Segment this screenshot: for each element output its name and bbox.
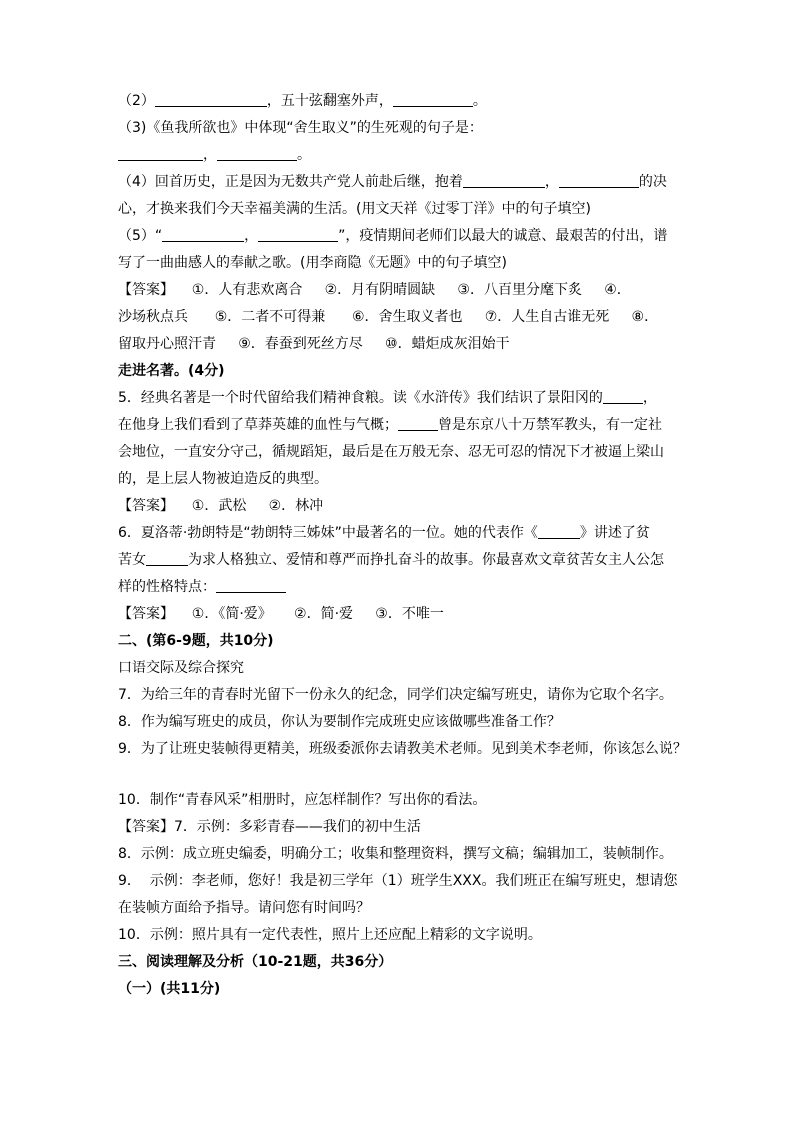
question-4-3: （3)《鱼我所欲也》中体现“舍生取义”的生死观的句子是：	[118, 120, 483, 136]
spacer	[118, 763, 688, 787]
answer-blank[interactable]	[463, 172, 545, 188]
answer-4-line3: 留取丹心照汗青 ⑨．春蚕到死丝方尽 ⑩．蜡炬成灰泪始干	[118, 336, 510, 352]
question-4-2: （2） ，五十弦翻塞外声， 。	[118, 93, 487, 109]
answer-blank[interactable]	[118, 145, 203, 161]
answer-blank[interactable]	[217, 145, 297, 161]
question-5-cont: 会地位，一直安分守己，循规蹈矩，最后是在万般无奈、忍无可忍的情况下才被逼上梁山	[118, 444, 664, 460]
question-6-cont: 样的性格特点：	[118, 574, 688, 601]
answer-10: 10．示例：照片具有一定代表性，照片上还应配上精彩的文字说明。	[118, 927, 542, 943]
answer-9: 9． 示例：李老师，您好！我是初三学年（1）班学生XXX。我们班正在编写班史，想请您	[118, 873, 678, 889]
question-4-5: （5）“ ， ”，疫情期间老师们以最大的诚意、最艰苦的付出，谱	[118, 228, 668, 244]
question-5-cont: 的，是上层人物被迫造反的典型。	[118, 471, 328, 487]
question-9: 9．为了让班史装帧得更精美，班级委派你去请教美术老师。见到美术李老师，你该怎么说？	[118, 741, 687, 757]
question-4-4-cont: 心，才换来我们今天幸福美满的生活。(用文天祥《过零丁洋》中的句子填空)	[118, 201, 591, 217]
document-page	[118, 88, 688, 1003]
answer-4-line1: 【答案】 ①．人有悲欢离合 ②．月有阴晴圆缺 ③．八百里分麾下炙 ④．	[118, 282, 631, 298]
answer-blank[interactable]	[216, 577, 286, 593]
section-2-heading: 二、(第6-9题，共10分)	[118, 633, 274, 649]
answer-blank[interactable]	[538, 523, 580, 539]
question-5-cont: 在他身上我们看到了草莽英雄的血性与气概； 曾是东京八十万禁军教头，有一定社	[118, 417, 662, 433]
section-3-heading: 三、阅读理解及分析（10-21题，共36分）	[118, 954, 393, 970]
subsection-one: （一）(共11分)	[118, 981, 221, 997]
answer-blank[interactable]	[393, 91, 473, 107]
answer-blank[interactable]	[155, 91, 267, 107]
question-4-4: （4）回首历史，正是因为无数共产党人前赴后继，抱着 ， 的决	[118, 174, 667, 190]
answer-7: 【答案】7．示例：多彩青春——我们的初中生活	[118, 819, 421, 835]
question-4-5-cont: 写了一曲曲感人的奉献之歌。(用李商隐《无题》中的句子填空)	[118, 255, 507, 271]
question-5: 5．经典名著是一个时代留给我们精神食粮。读《水浒传》我们结识了景阳冈的 ，	[118, 390, 657, 406]
question-10: 10．制作“青春风采”相册时，应怎样制作？写出你的看法。	[118, 792, 487, 808]
question-4-3-blanks: ， 。	[118, 142, 688, 169]
answer-8: 8．示例：成立班史编委，明确分工；收集和整理资料，撰写文稿；编辑加工，装帧制作。	[118, 846, 673, 862]
answer-blank[interactable]	[603, 388, 643, 404]
section-heading-mingzhu: 走进名著。(4分)	[118, 363, 225, 379]
subsection-oral: 口语交际及综合探究	[118, 660, 244, 676]
question-6-cont: 苦女 为求人格独立、爱情和尊严而挣扎奋斗的故事。你最喜欢文章贫苦女主人公怎	[118, 552, 664, 568]
answer-blank[interactable]	[398, 415, 438, 431]
answer-blank[interactable]	[162, 226, 244, 242]
answer-blank[interactable]	[146, 550, 188, 566]
answer-6: 【答案】 ①．《简·爱》 ②．简·爱 ③．不唯一	[118, 606, 444, 622]
answer-5: 【答案】 ①．武松 ②．林冲	[118, 498, 324, 514]
answer-blank[interactable]	[559, 172, 639, 188]
answer-9-cont: 在装帧方面给予指导。请问您有时间吗？	[118, 900, 370, 916]
question-7: 7．为给三年的青春时光留下一份永久的纪念，同学们决定编写班史，请你为它取个名字。	[118, 687, 673, 703]
answer-4-line2: 沙场秋点兵 ⑤．二者不可得兼 ⑥．舍生取义者也 ⑦．人生自古谁无死 ⑧．	[118, 309, 659, 325]
question-8: 8．作为编写班史的成员，你认为要制作完成班史应该做哪些准备工作？	[118, 714, 561, 730]
answer-blank[interactable]	[258, 226, 338, 242]
question-6: 6．夏洛蒂·勃朗特是“勃朗特三姊妹”中最著名的一位。她的代表作《 》讲述了贫	[118, 525, 650, 541]
